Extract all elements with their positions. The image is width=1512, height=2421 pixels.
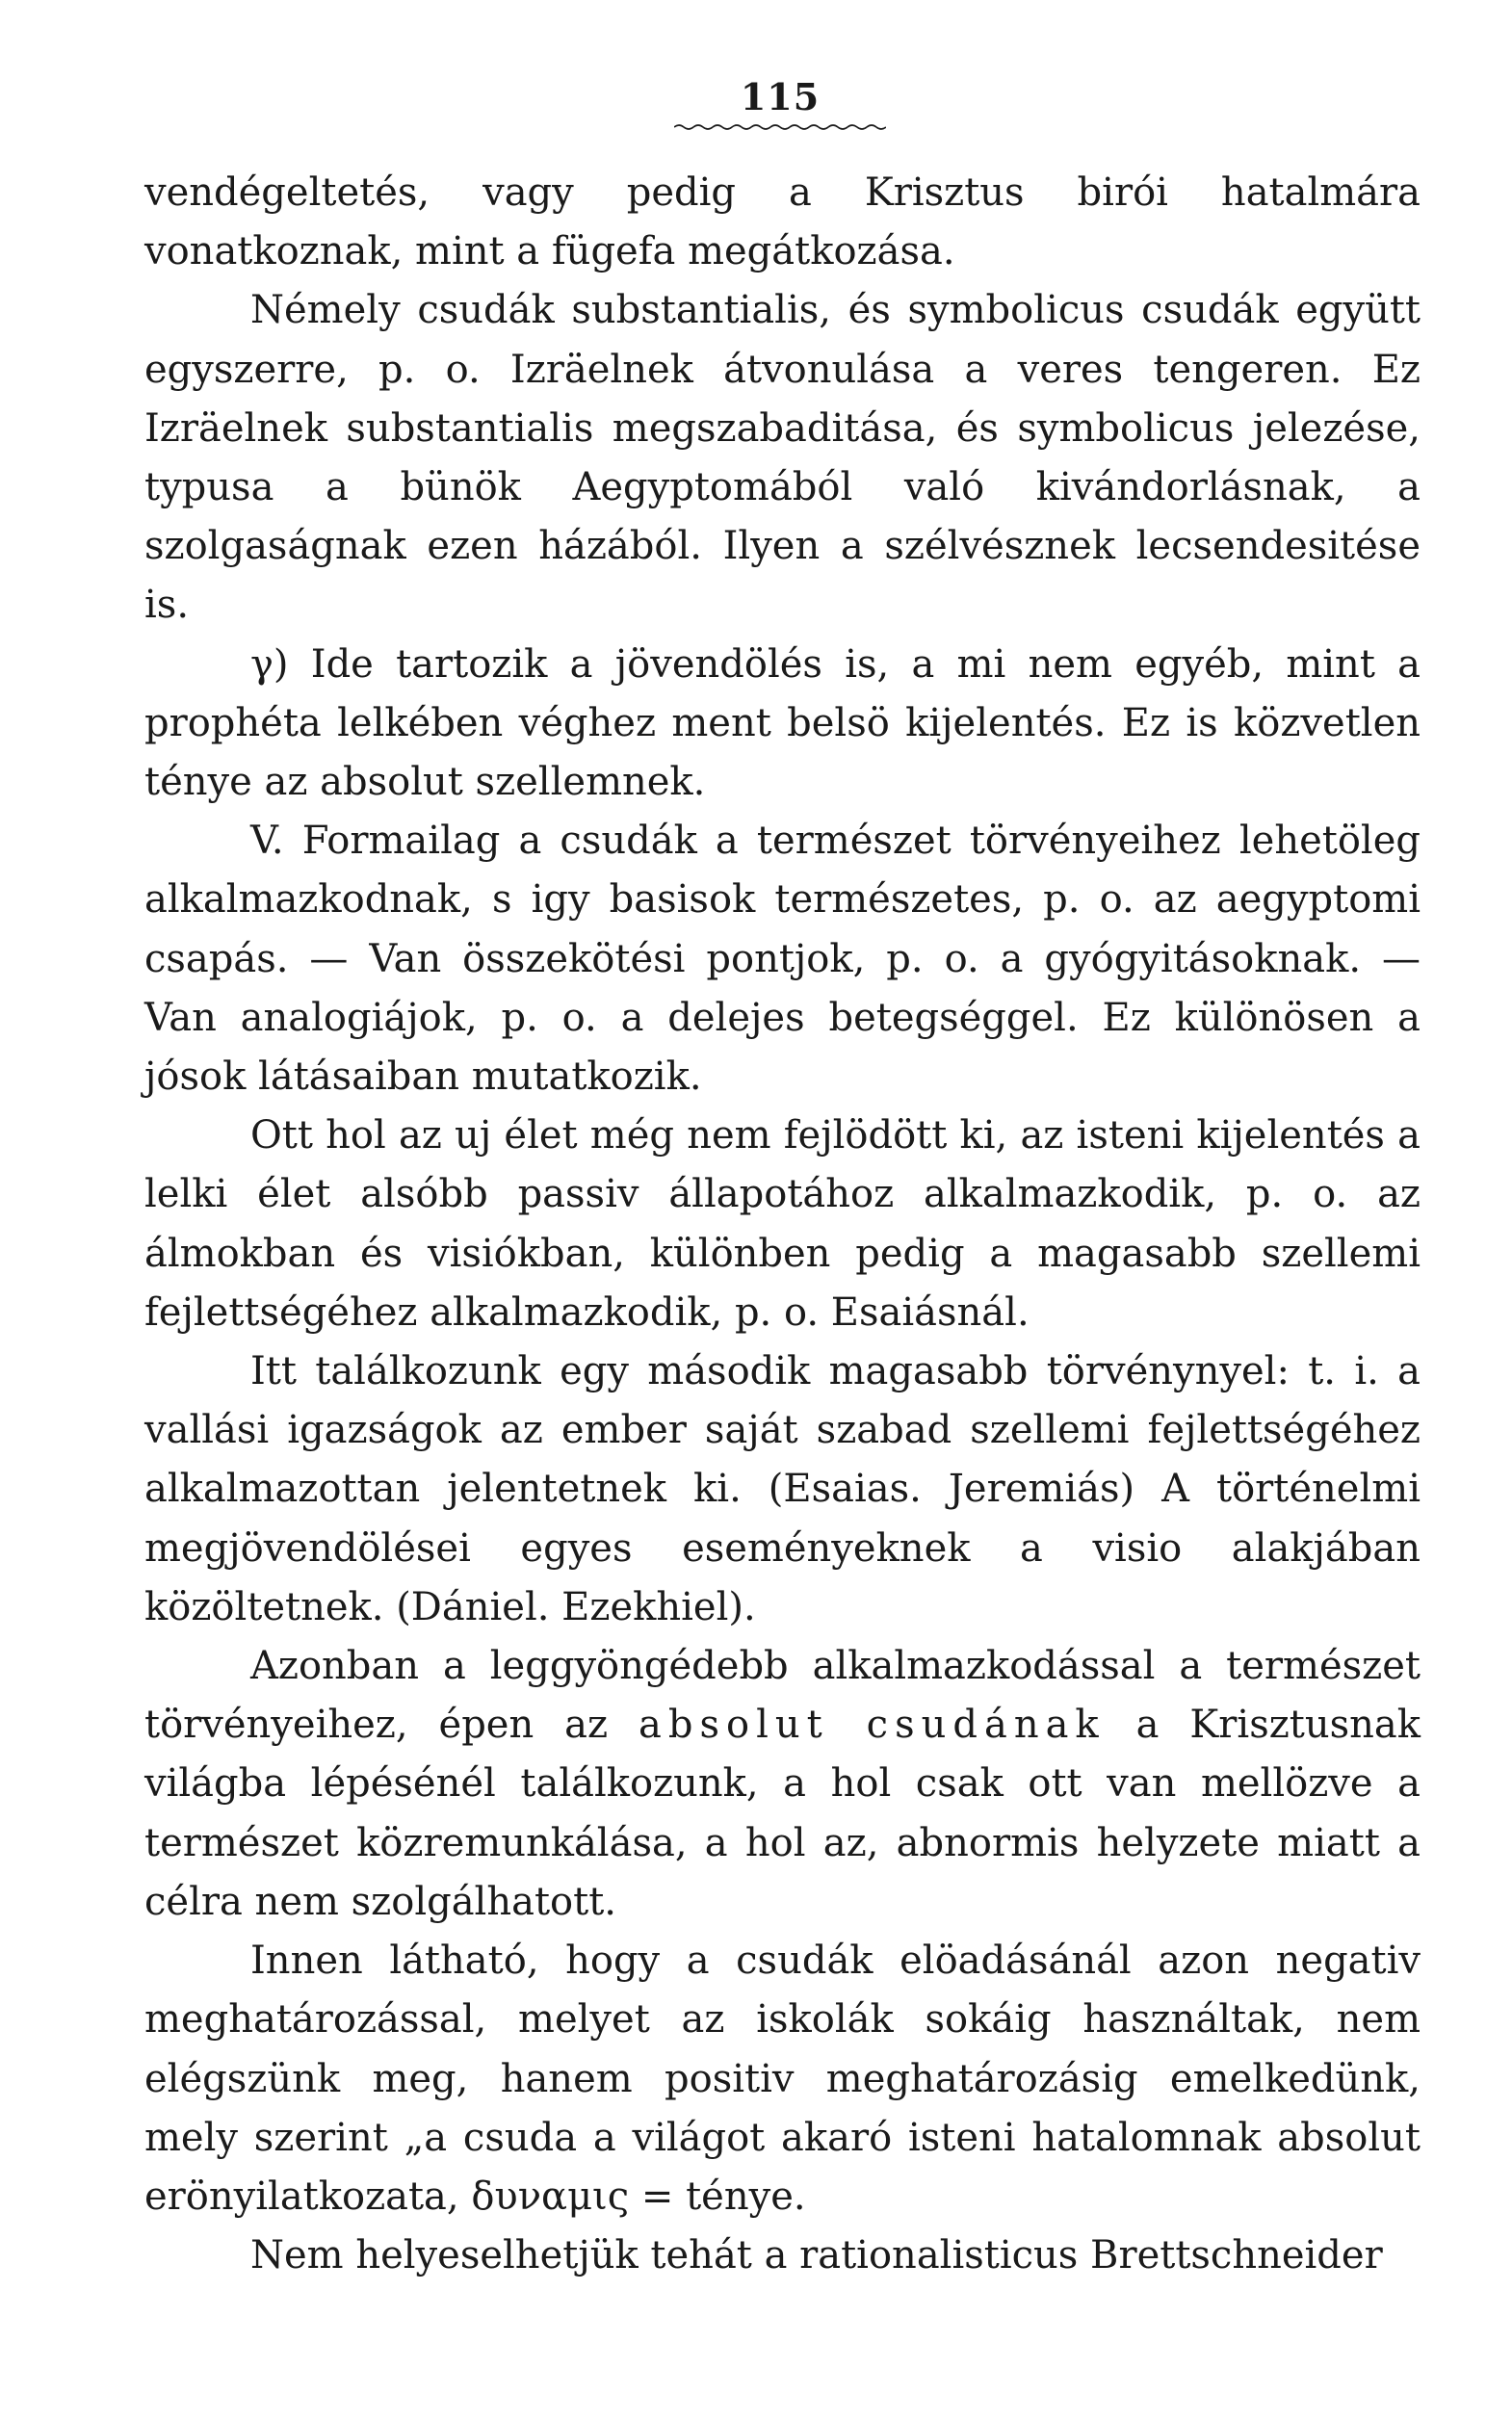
paragraph-6: Itt találkozunk egy második magasabb törvénynyel: t. i. a vallási igazságok az ember saját szabad szellemi fejlettségéhez alkalmazottan jelentetnek ki. (Esaias. Jeremiás) A történelmi megjövendölései egyes eseményeknek a visio alakjában közöltetnek. (Dániel. Ezekhiel). [144,1349,1421,1629]
paragraph-5: Ott hol az uj élet még nem fejlödött ki, az isteni kijelentés a lelki élet alsóbb passiv állapotához alkalmazkodik, p. o. az álmokban és visiókban, különben pedig a magasabb szellemi fejlettségéhez alkalmazkodik, p. o. Esaiásnál. [144,1113,1421,1335]
page-number: 115 [740,75,821,118]
paragraph-8: Innen látható, hogy a csudák elöadásánál azon negativ meghatározással, melyet az iskolák sokáig használtak, nem elégszünk meg, hanem positiv meghatározásig emelkedünk, mely szerint „a csuda a világot akaró isteni hatalomnak absolut erönyilatkozata, δυναμις = ténye. [144,1939,1421,2219]
paragraph-7-spaced-emphasis: absolut csudának [639,1703,1106,1748]
paragraph-1: vendégeltetés, vagy pedig a Krisztus birói hatalmára vonatkoznak, mint a fügefa megátkozása. [144,170,1421,274]
paragraph-7 [144,1637,1421,1932]
paragraph-4: V. Formailag a csudák a természet törvényeihez lehetöleg alkalmazkodnak, s igy basisok természetes, p. o. az aegyptomi csapás. — Van összekötési pontjok, p. o. a gyógyitásoknak. — Van analogiájok, p. o. a delejes betegséggel. Ez különösen a jósok látásaiban mutatkozik. [144,819,1421,1100]
paragraph-9: Nem helyeselhetjük tehát a rationalisticus Brettschneider [250,2233,1383,2278]
paragraph-7-after: a Krisztusnak világba lépésénél találkozunk, a hol csak ott van mellözve a természet közremunkálása, a hol az, abnormis helyzete miatt a célra nem szolgálhatott. [144,1703,1421,1924]
paragraph-2: Némely csudák substantialis, és symbolicus csudák együtt egyszerre, p. o. Izräelnek átvonulása a veres tengeren. Ez Izräelnek substantialis megszabaditása, és symbolicus jelezése, typusa a bünök Aegyptomából való kivándorlásnak, a szolgaságnak ezen házából. Ilyen a szélvésznek lecsendesitése is. [144,288,1421,628]
text-body [144,164,1421,2285]
page-number-ornament [674,123,886,131]
paragraph-3: γ) Ide tartozik a jövendölés is, a mi nem egyéb, mint a prophéta lelkében véghez ment belsö kijelentés. Ez is közvetlen ténye az absolut szellemnek. [144,641,1421,805]
paragraph-7-before: Azonban a leggyöngédebb alkalmazkodással a természet törvényeihez, épen az [144,1644,1421,1748]
